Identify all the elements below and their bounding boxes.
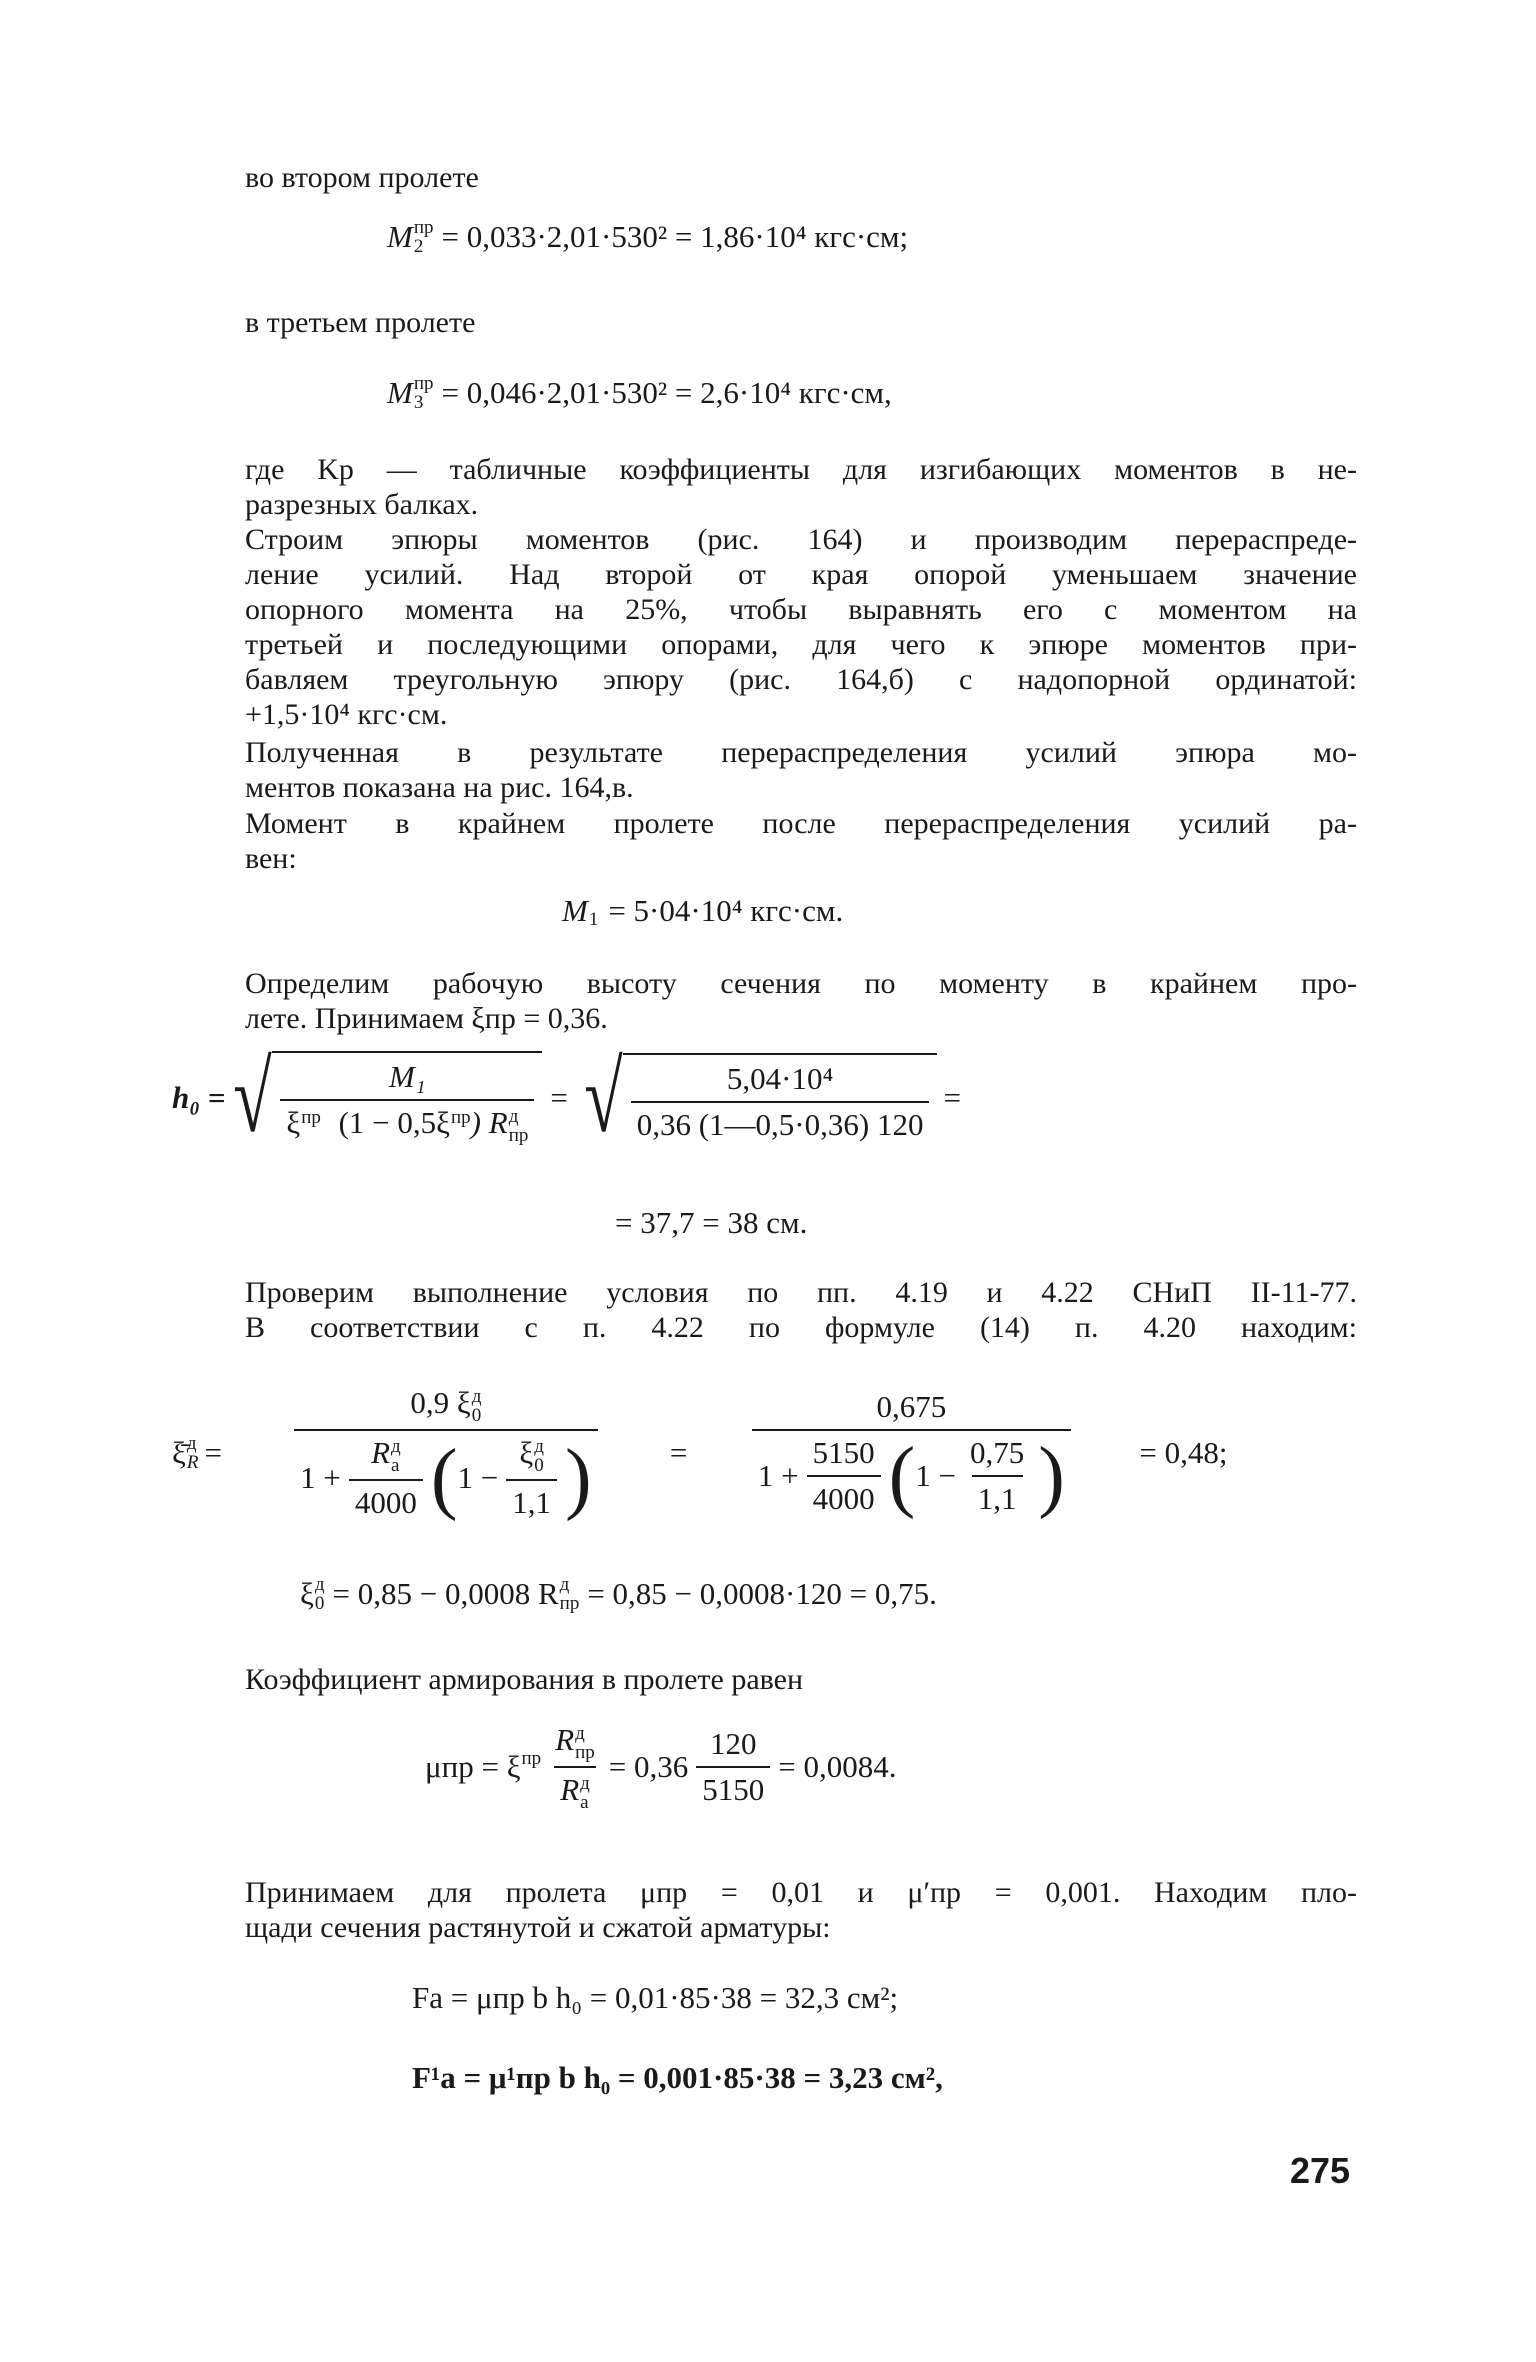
numerator: R [555, 1722, 575, 1757]
formula-mid: = 0,36 [608, 1748, 689, 1784]
paragraph-moment [245, 806, 1357, 876]
equals: = [669, 1434, 688, 1470]
text-line: Принимаем для пролета μпр = 0,01 и μ′пр = 0,001. Находим пло- [245, 1876, 1357, 1909]
formula-rest: = 0,033·2,01·530² = 1,86·10⁴ кгс·см; [441, 219, 909, 254]
paragraph-kp [245, 452, 1357, 522]
formula-text: Fа = μпр b h₀ = 0,01·85·38 = 32,3 см²; [412, 1980, 899, 2015]
sup: д [186, 1432, 197, 1454]
numerator: 0,9 ξ [410, 1385, 471, 1420]
lhs: h₀ = [172, 1080, 226, 1115]
formula-h0-result [615, 1205, 807, 1241]
text-line: вен: [245, 842, 297, 875]
denominator: 4000 [349, 1479, 423, 1521]
denominator: 5150 [696, 1766, 770, 1808]
paragraph-coef [245, 1662, 1357, 1697]
formula-m1 [562, 892, 843, 929]
formula-text: F¹а = μ¹пр b h₀ = 0,001·85·38 = 3,23 см², [412, 2060, 943, 2095]
text-line: ление усилий. Над второй от края опорой уменьшаем значение [245, 558, 1357, 591]
numerator: 5150 [812, 1434, 875, 1470]
sqrt-1 [225, 1042, 542, 1153]
den-part: 1 − [457, 1459, 499, 1495]
sub: 3 [413, 392, 424, 413]
den-part: 1 + [757, 1457, 799, 1493]
symbol: M [562, 892, 588, 928]
paren-open: ( [888, 1431, 916, 1520]
numerator: 120 [710, 1725, 757, 1761]
sup: д [471, 1385, 482, 1407]
text-line: Определим рабочую высоту сечения по моменту в крайнем про- [245, 967, 1357, 1000]
sup: пр [413, 373, 434, 394]
sub: 0 [314, 1593, 325, 1614]
formula-xi-r [172, 1385, 1228, 1521]
equals: = [550, 1080, 568, 1115]
result: = 0,48; [1139, 1434, 1228, 1470]
sub: 0 [471, 1404, 482, 1426]
text-line: опорного момента на 25%, чтобы выравнять его с моментом на [245, 593, 1357, 626]
denominator: R [560, 1771, 580, 1807]
paragraph-define [245, 966, 1357, 1036]
text-line: Проверим выполнение условия по пп. 4.19 и 4.22 СНиП II-11-77. [245, 1276, 1357, 1309]
page-number: 275 [1290, 2150, 1351, 2191]
sup: д [534, 1435, 544, 1457]
equals: = [943, 1080, 961, 1115]
sub: R [186, 1451, 199, 1473]
text-line: щади сечения растянутой и сжатой арматуры: [245, 1911, 831, 1944]
sup: пр [451, 1107, 471, 1129]
formula-fa1 [412, 2060, 943, 2096]
den-part: (1 − 0,5ξ [338, 1105, 450, 1141]
radical-icon: √ [233, 1042, 273, 1153]
numerator: 0,675 [876, 1388, 947, 1424]
paren-close: ) [1038, 1431, 1065, 1520]
sup: пр [413, 217, 434, 238]
equals: = [204, 1434, 222, 1470]
paragraph-check [245, 1275, 1357, 1345]
text-line: В соответствии с п. 4.22 по формуле (14) п. 4.20 находим: [245, 1311, 1357, 1344]
sup: д [314, 1574, 325, 1595]
formula-fa [412, 1980, 898, 2016]
radical-icon: √ [584, 1042, 623, 1153]
sub: пр [575, 1741, 595, 1763]
result: = 0,0084. [778, 1748, 897, 1784]
formula-m2 [387, 218, 908, 256]
text-line: во втором пролете [245, 161, 479, 194]
sup: пр [521, 1748, 542, 1770]
sup: д [575, 1722, 585, 1744]
formula-mid: = 0,85 − 0,0008 R [332, 1576, 559, 1611]
paren-close: ) [565, 1433, 592, 1522]
text-line: третьей и последующими опорами, для чего к эпюре моментов при- [245, 628, 1357, 661]
text-line: Коэффициент армирования в пролете равен [245, 1663, 804, 1696]
numerator: ξ [519, 1434, 534, 1470]
formula-rest: = 0,85 − 0,0008·120 = 0,75. [587, 1576, 937, 1611]
paragraph-build [245, 522, 1357, 732]
lhs: ξ̄ [172, 1434, 186, 1470]
den-part: 1 + [300, 1459, 341, 1495]
formula-mu [425, 1722, 897, 1812]
numerator: M₁ [389, 1059, 426, 1095]
lhs: μпр = ξ [425, 1748, 521, 1784]
text-line: +1,5·10⁴ кгс·см. [245, 698, 448, 731]
symbol: M [387, 375, 413, 410]
text-line: Строим эпюры моментов (рис. 164) и производим перераспреде- [245, 523, 1357, 556]
sub: пр [508, 1124, 529, 1146]
formula-h0 [172, 1042, 961, 1153]
denominator: 4000 [807, 1475, 881, 1517]
sub: пр [559, 1593, 580, 1614]
numerator: R [371, 1434, 391, 1470]
formula-xi0 [300, 1575, 937, 1613]
paragraph-result [245, 735, 1357, 805]
den-part: ξ [286, 1105, 301, 1141]
intro-second-span [245, 160, 1357, 195]
sub: 0 [534, 1454, 544, 1476]
paragraph-accept [245, 1875, 1357, 1945]
denominator: 1,1 [506, 1479, 557, 1521]
denominator: 0,36 (1—0,5·0,36) 120 [631, 1101, 930, 1143]
denominator: 1,1 [972, 1475, 1023, 1517]
text-line: Момент в крайнем пролете после перераспределения усилий ра- [245, 807, 1357, 840]
text-line: лете. Принимаем ξпр = 0,36. [245, 1002, 608, 1035]
text-line: бавляем треугольную эпюру (рис. 164,б) с надопорной ординатой: [245, 663, 1357, 696]
sub: а [580, 1791, 589, 1813]
formula-rest: = 0,046·2,01·530² = 2,6·10⁴ кгс·см, [441, 375, 892, 410]
sub: а [391, 1454, 400, 1476]
sup: д [580, 1772, 590, 1794]
denominator [280, 1099, 534, 1145]
numerator: 0,75 [970, 1434, 1025, 1470]
sqrt-2 [576, 1042, 938, 1153]
paren-open: ( [430, 1433, 458, 1522]
sup: д [508, 1105, 519, 1127]
result: = 37,7 = 38 см. [615, 1205, 808, 1240]
sup: д [559, 1574, 570, 1595]
sub: 2 [413, 236, 424, 257]
symbol: ξ [300, 1576, 314, 1611]
text-line: ментов показана на рис. 164,в. [245, 771, 634, 804]
symbol: M [387, 219, 413, 254]
formula-rest: = 5·04·10⁴ кгс·см. [608, 892, 844, 928]
sup: д [391, 1435, 401, 1457]
sup: пр [301, 1107, 321, 1129]
text-line: разрезных балках. [245, 488, 479, 521]
text-line: в третьем пролете [245, 306, 476, 339]
text-line: где Kр — табличные коэффициенты для изгибающих моментов в не- [245, 453, 1357, 486]
intro-third-span [245, 305, 1357, 340]
text-line: Полученная в результате перераспределения усилий эпюра мо- [245, 736, 1357, 769]
formula-m3 [387, 374, 892, 412]
den-part: 1 − [915, 1457, 957, 1493]
sub: 1 [588, 909, 599, 930]
den-part: ) R [470, 1105, 508, 1141]
numerator: 5,04·10⁴ [726, 1061, 834, 1096]
